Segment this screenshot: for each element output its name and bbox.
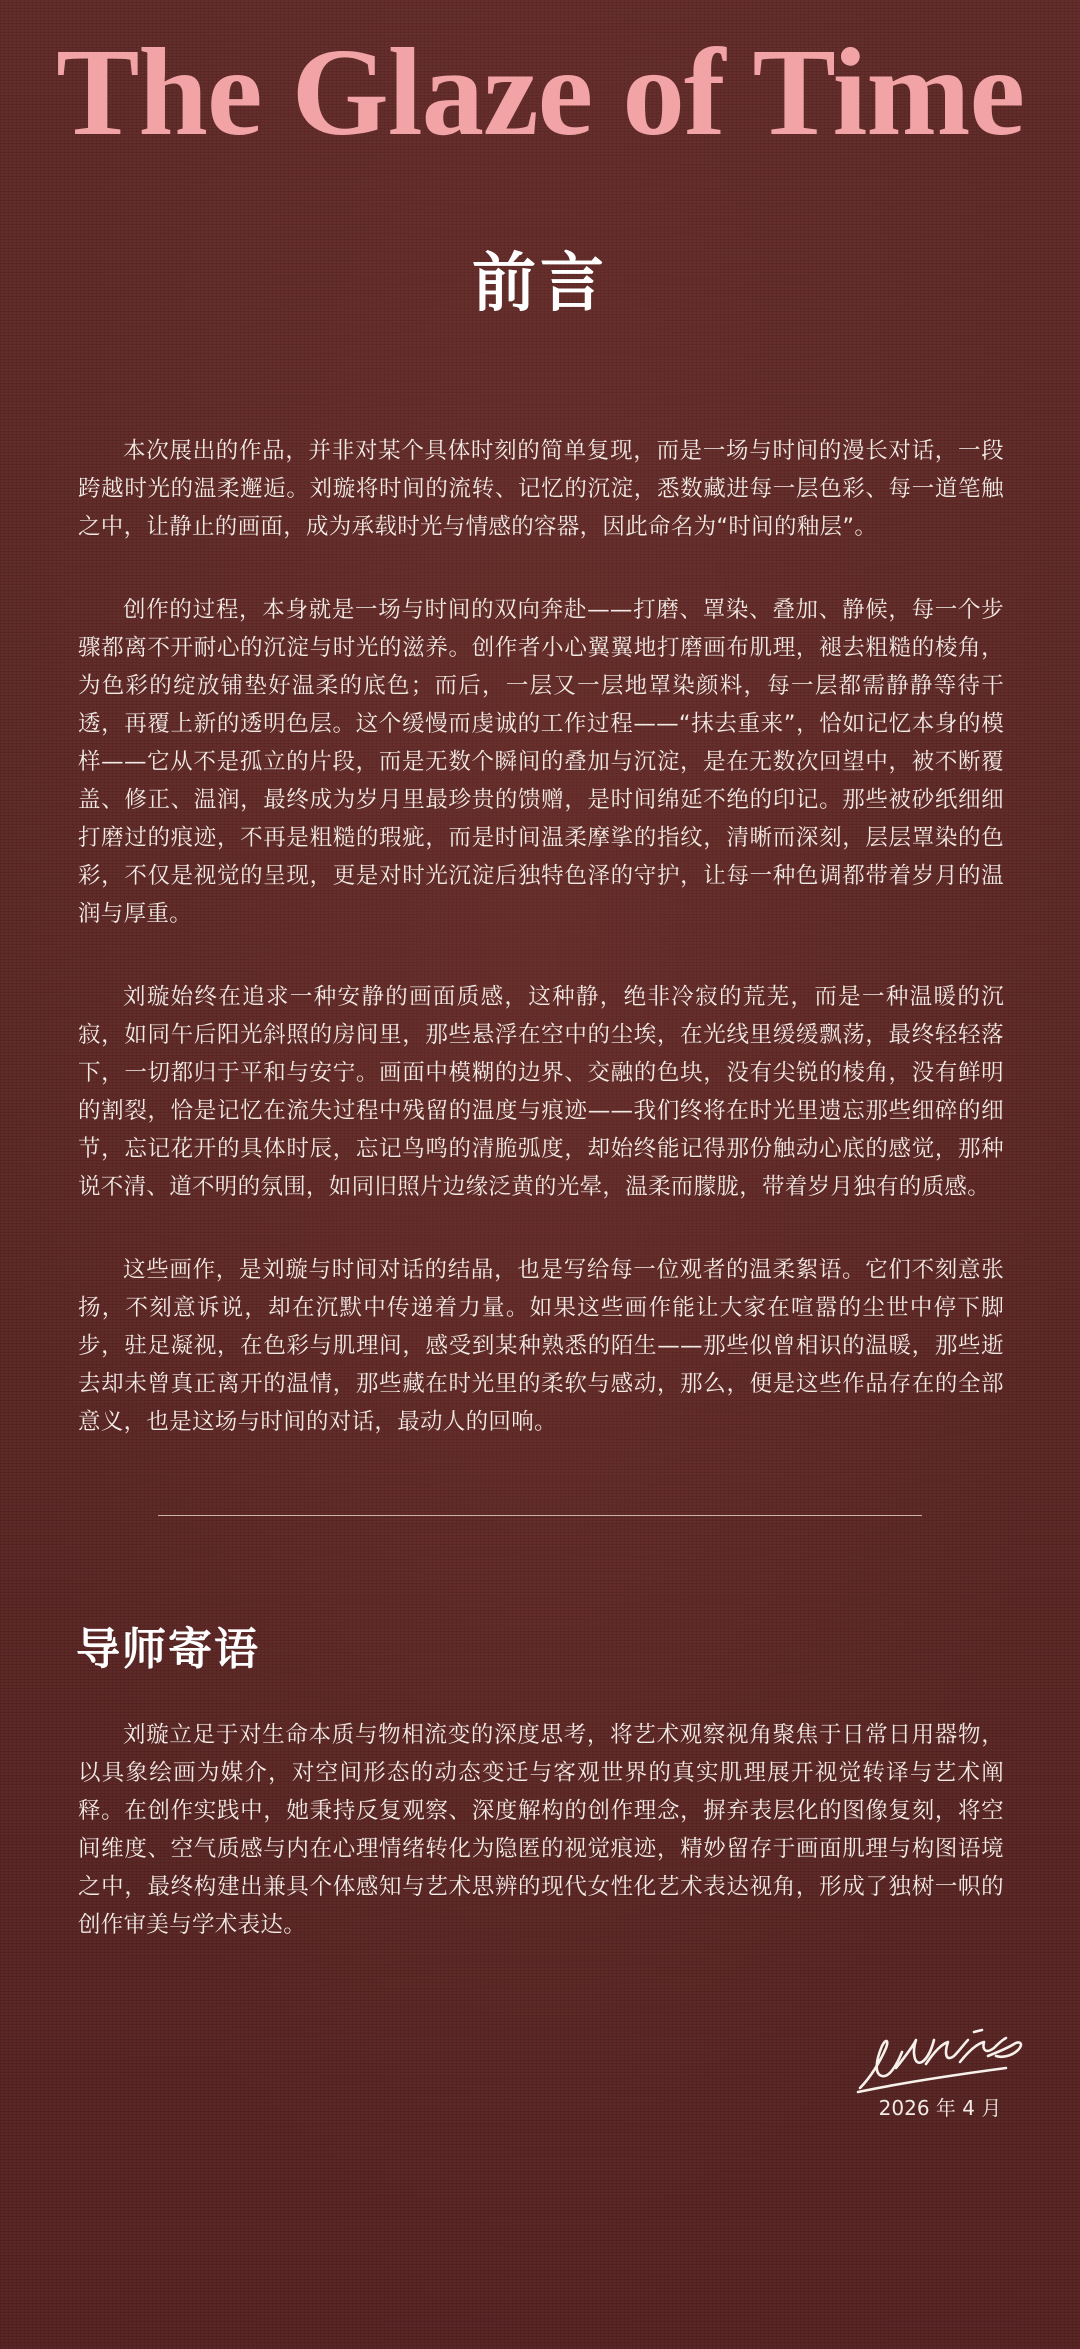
preface-paragraph-2: 创作的过程，本身就是一场与时间的双向奔赴——打磨、罩染、叠加、静候，每一个步骤都离不开耐心的沉淀与时光的滋养。创作者小心翼翼地打磨画布肌理，褪去粗糙的棱角，为色彩的绽放铺垫好温柔的底色；而后，一层又一层地罩染颜料，每一层都需静静等待干透，再覆上新的透明色层。这个缓慢而虔诚的工作过程——“抹去重来”，恰如记忆本身的模样——它从不是孤立的片段，而是无数个瞬间的叠加与沉淀，是在无数次回望中，被不断覆盖、修正、温润，最终成为岁月里最珍贵的馈赠，是时间绵延不绝的印记。那些被砂纸细细打磨过的痕迹，不再是粗糙的瑕疵，而是时间温柔摩挲的指纹，清晰而深刻，层层罩染的色彩，不仅是视觉的呈现，更是对时光沉淀后独特色泽的守护，让每一种色调都带着岁月的温润与厚重。 — [78, 597, 1004, 927]
mentor-paragraph-1: 刘璇立足于对生命本质与物相流变的深度思考，将艺术观察视角聚焦于日常日用器物，以具象绘画为媒介，对空间形态的动态变迁与客观世界的真实肌理展开视觉转译与艺术阐释。在创作实践中，她秉持反复观察、深度解构的创作理念，摒弃表层化的图像复刻，将空间维度、空气质感与内在心理情绪转化为隐匿的视觉痕迹，精妙留存于画面肌理与构图语境之中，最终构建出兼具个体感知与艺术思辨的现代女性化艺术表达视角，形成了独树一帜的创作审美与学术表达。 — [78, 1722, 1004, 1938]
section-divider — [158, 1515, 922, 1516]
preface-body — [78, 432, 1004, 1486]
preface-paragraph-3: 刘璇始终在追求一种安静的画面质感，这种静，绝非冷寂的荒芜，而是一种温暖的沉寂，如同午后阳光斜照的房间里，那些悬浮在空中的尘埃，在光线里缓缓飘荡，最终轻轻落下，一切都归于平和与安宁。画面中模糊的边界、交融的色块，没有尖锐的棱角，没有鲜明的割裂，恰是记忆在流失过程中残留的温度与痕迹——我们终将在时光里遗忘那些细碎的细节，忘记花开的具体时辰，忘记鸟鸣的清脆弧度，却始终能记得那份触动心底的感觉，那种说不清、道不明的氛围，如同旧照片边缘泛黄的光晕，温柔而朦胧，带着岁月独有的质感。 — [78, 984, 1004, 1200]
mentor-heading: 导师寄语 — [76, 1624, 260, 1675]
preface-heading: 前言 — [472, 247, 608, 321]
page-title: The Glaze of Time — [56, 24, 1024, 162]
preface-paragraph-4: 这些画作，是刘璇与时间对话的结晶，也是写给每一位观者的温柔絮语。它们不刻意张扬，不刻意诉说，却在沉默中传递着力量。如果这些画作能让大家在喧嚣的尘世中停下脚步，驻足凝视，在色彩与肌理间，感受到某种熟悉的陌生——那些似曾相识的温暖，那些逝去却未曾真正离开的温情，那些藏在时光里的柔软与感动，那么，便是这些作品存在的全部意义，也是这场与时间的对话，最动人的回响。 — [78, 1257, 1004, 1435]
signature-date: 2026 年 4 月 — [878, 2096, 1002, 2120]
mentor-body — [78, 1716, 1004, 1989]
preface-paragraph-1: 本次展出的作品，并非对某个具体时刻的简单复现，而是一场与时间的漫长对话，一段跨越时光的温柔邂逅。刘璇将时间的流转、记忆的沉淀，悉数藏进每一层色彩、每一道笔触之中，让静止的画面，成为承载时光与情感的容器，因此命名为“时间的釉层”。 — [78, 438, 1004, 540]
handwritten-signature — [856, 2022, 1032, 2096]
